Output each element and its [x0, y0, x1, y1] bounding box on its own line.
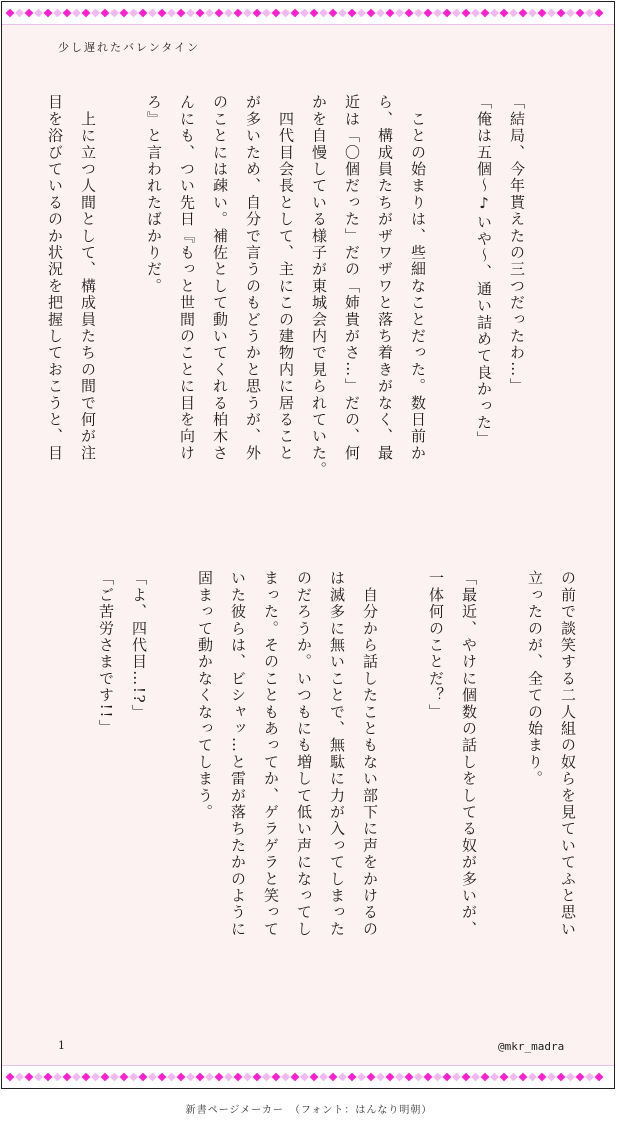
- text-line: いた彼らは、ビシャッ…と雷が落ちたかのように: [229, 570, 247, 938]
- diamond-icon: [500, 9, 509, 18]
- diamond-icon: [186, 9, 195, 18]
- diamond-icon: [177, 9, 186, 18]
- text-line: 「よ、四代目…!?」: [130, 570, 148, 722]
- diamond-icon: [338, 9, 347, 18]
- diamond-icon: [110, 9, 119, 18]
- diamond-icon: [329, 1073, 338, 1082]
- diamond-icon: [405, 9, 414, 18]
- text-line: かを自慢している様子が東城会内で見られていた。: [310, 94, 328, 479]
- text-line: 自分から話したこともない部下に声をかけるの: [361, 570, 379, 938]
- diamond-icon: [15, 1073, 24, 1082]
- diamond-icon: [348, 9, 357, 18]
- diamond-icon: [557, 1073, 566, 1082]
- diamond-icon: [139, 9, 148, 18]
- diamond-icon: [462, 9, 471, 18]
- diamond-icon: [110, 1073, 119, 1082]
- diamond-icon: [310, 1073, 319, 1082]
- diamond-icon: [310, 9, 319, 18]
- diamond-icon: [272, 1073, 281, 1082]
- page-number: 1: [58, 1039, 65, 1052]
- diamond-icon: [433, 1073, 442, 1082]
- diamond-icon: [405, 1073, 414, 1082]
- text-line: 「俺は五個〜♪いや〜、通い詰めて良かった」: [475, 94, 493, 448]
- diamond-icon: [500, 1073, 509, 1082]
- diamond-icon: [6, 9, 15, 18]
- diamond-icon: [367, 1073, 376, 1082]
- diamond-icon: [595, 1073, 604, 1082]
- diamond-icon: [395, 9, 404, 18]
- diamond-icon: [291, 1073, 300, 1082]
- diamond-icon: [538, 9, 547, 18]
- diamond-icon: [25, 9, 34, 18]
- novel-page: [1, 1, 615, 1089]
- diamond-icon: [205, 9, 214, 18]
- text-line: の前で談笑する二人組の奴らを見ていてふと思い: [559, 570, 577, 938]
- text-line: [155, 570, 188, 1002]
- diamond-icon: [262, 9, 271, 18]
- diamond-icon: [509, 1073, 518, 1082]
- diamond-icon: [509, 9, 518, 18]
- diamond-icon: [253, 1073, 262, 1082]
- diamond-icon: [91, 9, 100, 18]
- diamond-icon: [481, 1073, 490, 1082]
- text-line: [104, 94, 137, 526]
- diamond-icon: [281, 9, 290, 18]
- text-line: まった。そのこともあってか、ゲラゲラと笑って: [262, 570, 280, 938]
- diamond-icon: [300, 9, 309, 18]
- diamond-icon: [44, 1073, 53, 1082]
- text-line: 「結局、今年貰えたの三つだったわ…」: [508, 94, 526, 395]
- author-handle: @mkr_madra: [498, 1040, 565, 1053]
- diamond-icon: [215, 1073, 224, 1082]
- text-column-lower: [89, 570, 584, 1002]
- diamond-icon: [424, 1073, 433, 1082]
- diamond-icon: [291, 9, 300, 18]
- text-line: のだろうか。いつもにも増して低い声になってし: [295, 570, 313, 938]
- diamond-icon: [519, 9, 528, 18]
- diamond-icon: [53, 9, 62, 18]
- diamond-icon: [272, 9, 281, 18]
- diamond-icon: [53, 1073, 62, 1082]
- diamond-icon: [148, 1073, 157, 1082]
- diamond-icon: [490, 9, 499, 18]
- diamond-icon: [528, 1073, 537, 1082]
- diamond-icon: [6, 1073, 15, 1082]
- diamond-pattern-icon: [2, 1067, 614, 1087]
- diamond-icon: [234, 9, 243, 18]
- diamond-icon: [63, 1073, 72, 1082]
- diamond-icon: [129, 1073, 138, 1082]
- diamond-icon: [376, 9, 385, 18]
- diamond-icon: [101, 1073, 110, 1082]
- diamond-icon: [25, 1073, 34, 1082]
- diamond-icon: [215, 9, 224, 18]
- text-line: 固まって動かなくなってしまう。: [196, 570, 214, 821]
- diamond-icon: [595, 9, 604, 18]
- diamond-icon: [167, 1073, 176, 1082]
- diamond-icon: [148, 9, 157, 18]
- diamond-icon: [120, 9, 129, 18]
- diamond-icon: [34, 9, 43, 18]
- diamond-icon: [490, 1073, 499, 1082]
- text-line: ら、構成員たちがザワザワと落ち着きがなく、最: [376, 94, 394, 462]
- text-line: は滅多に無いことで、無駄に力が入ってしまった: [328, 570, 346, 938]
- diamond-icon: [376, 1073, 385, 1082]
- diamond-icon: [120, 1073, 129, 1082]
- diamond-icon: [357, 1073, 366, 1082]
- diamond-icon: [129, 9, 138, 18]
- diamond-icon: [319, 9, 328, 18]
- diamond-icon: [329, 9, 338, 18]
- text-column-upper: [38, 94, 533, 526]
- decorative-diamond-border-bottom: [2, 1065, 614, 1088]
- diamond-icon: [167, 9, 176, 18]
- diamond-icon: [357, 9, 366, 18]
- text-line: [485, 570, 518, 1002]
- diamond-icon: [576, 1073, 585, 1082]
- diamond-icon: [386, 9, 395, 18]
- diamond-icon: [443, 9, 452, 18]
- diamond-icon: [452, 1073, 461, 1082]
- diamond-icon: [91, 1073, 100, 1082]
- diamond-icon: [414, 9, 423, 18]
- running-title: 少し遅れたバレンタイン: [58, 41, 201, 54]
- text-line: 上に立つ人間として、構成員たちの間で何が注: [79, 94, 97, 462]
- diamond-icon: [566, 9, 575, 18]
- diamond-icon: [528, 9, 537, 18]
- text-line: 「最近、やけに個数の話しをしてる奴が多いが、: [460, 570, 478, 938]
- diamond-icon: [101, 9, 110, 18]
- diamond-icon: [234, 1073, 243, 1082]
- diamond-icon: [281, 1073, 290, 1082]
- diamond-icon: [196, 9, 205, 18]
- diamond-icon: [262, 1073, 271, 1082]
- diamond-icon: [72, 9, 81, 18]
- diamond-icon: [139, 1073, 148, 1082]
- diamond-icon: [44, 9, 53, 18]
- diamond-icon: [243, 1073, 252, 1082]
- diamond-icon: [585, 1073, 594, 1082]
- diamond-icon: [443, 1073, 452, 1082]
- diamond-icon: [82, 9, 91, 18]
- text-line: のことには疎い。補佐として動いてくれる柏木さ: [211, 94, 229, 462]
- diamond-icon: [547, 1073, 556, 1082]
- generator-caption: 新書ページメーカー （フォント：はんなり明朝）: [185, 1105, 433, 1116]
- diamond-icon: [186, 1073, 195, 1082]
- diamond-icon: [300, 1073, 309, 1082]
- text-line: 一体何のことだ？」: [427, 570, 445, 721]
- diamond-icon: [348, 1073, 357, 1082]
- diamond-icon: [158, 9, 167, 18]
- text-line: ろ』と言われたばかりだ。: [145, 94, 163, 295]
- text-line: [434, 94, 467, 526]
- diamond-icon: [158, 1073, 167, 1082]
- diamond-icon: [367, 9, 376, 18]
- text-line: 目を浴びているのか状況を把握しておこうと、目: [46, 94, 64, 462]
- diamond-icon: [205, 1073, 214, 1082]
- text-line: 四代目会長として、主にこの建物内に居ること: [277, 94, 295, 462]
- diamond-icon: [72, 1073, 81, 1082]
- text-line: が多いため、自分で言うのもどうかと思うが、外: [244, 94, 262, 462]
- text-line: んにも、つい先日『もっと世間のことに目を向け: [178, 94, 196, 462]
- diamond-icon: [471, 9, 480, 18]
- diamond-icon: [395, 1073, 404, 1082]
- text-line: 「ご苦労さまです!!」: [97, 570, 115, 736]
- diamond-icon: [15, 9, 24, 18]
- diamond-icon: [386, 1073, 395, 1082]
- diamond-icon: [34, 1073, 43, 1082]
- diamond-icon: [63, 9, 72, 18]
- diamond-icon: [253, 9, 262, 18]
- diamond-icon: [519, 1073, 528, 1082]
- diamond-icon: [576, 9, 585, 18]
- diamond-icon: [557, 9, 566, 18]
- diamond-icon: [224, 9, 233, 18]
- diamond-icon: [319, 1073, 328, 1082]
- diamond-icon: [452, 9, 461, 18]
- diamond-icon: [538, 1073, 547, 1082]
- text-line: [386, 570, 419, 1002]
- diamond-icon: [243, 9, 252, 18]
- diamond-icon: [338, 1073, 347, 1082]
- diamond-icon: [547, 9, 556, 18]
- diamond-icon: [196, 1073, 205, 1082]
- text-line: 立ったのが、全ての始まり。: [526, 570, 544, 788]
- diamond-icon: [462, 1073, 471, 1082]
- diamond-icon: [424, 9, 433, 18]
- diamond-icon: [585, 9, 594, 18]
- diamond-icon: [82, 1073, 91, 1082]
- diamond-icon: [433, 9, 442, 18]
- diamond-icon: [566, 1073, 575, 1082]
- text-line: 近は「〇個だった」だの「姉貴がさ…」だの、何: [343, 94, 361, 462]
- diamond-icon: [177, 1073, 186, 1082]
- diamond-pattern-icon: [2, 3, 614, 23]
- diamond-icon: [471, 1073, 480, 1082]
- diamond-icon: [481, 9, 490, 18]
- diamond-icon: [414, 1073, 423, 1082]
- diamond-icon: [224, 1073, 233, 1082]
- text-line: ことの始まりは、些細なことだった。数日前か: [409, 94, 427, 462]
- decorative-diamond-border-top: [2, 2, 614, 25]
